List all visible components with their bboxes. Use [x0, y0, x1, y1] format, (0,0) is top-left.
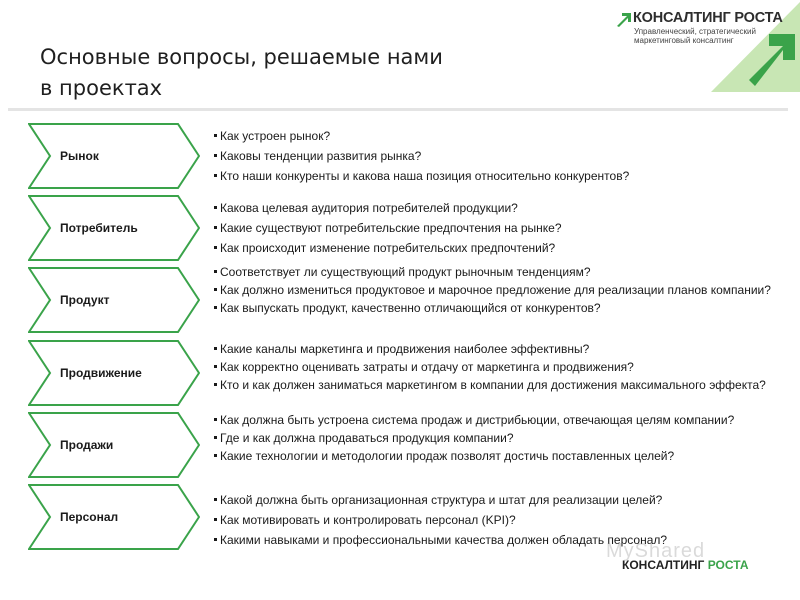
chevron-label: Персонал	[60, 510, 119, 524]
list-item: Как мотивировать и контролировать персонал (KPI)?	[214, 513, 774, 527]
list-item: Как должна быть устроена система продаж и дистрибьюции, отвечающая целям компании?	[214, 413, 774, 427]
chevron-step	[28, 195, 200, 261]
page-title	[40, 42, 560, 104]
list-item: Как корректно оценивать затраты и отдачу от маркетинга и продвижения?	[214, 360, 774, 374]
chevron-step	[28, 340, 200, 406]
question-list	[214, 201, 774, 255]
logo-subtitle-line-2: маркетинговый консалтинг	[634, 36, 734, 45]
question-list	[214, 342, 774, 392]
chevron-step	[28, 123, 200, 189]
footer-logo-word-1: КОНСАЛТИНГ	[622, 558, 705, 572]
question-list	[214, 265, 774, 315]
question-list	[214, 493, 774, 547]
watermark: MyShared	[606, 540, 706, 562]
chevron-step	[28, 484, 200, 550]
list-item: Кто наши конкуренты и какова наша позиция относительно конкурентов?	[214, 169, 774, 183]
chevron-label: Продвижение	[60, 366, 142, 380]
list-item: Как должно измениться продуктовое и марочное предложение для реализации планов компании?	[214, 283, 774, 297]
list-item: Какие технологии и методологии продаж позволят достичь поставленных целей?	[214, 449, 774, 463]
chevron-step	[28, 267, 200, 333]
list-item: Как выпускать продукт, качественно отличающийся от конкурентов?	[214, 301, 774, 315]
list-item: Какими навыками и профессиональными качества должен обладать персонал?	[214, 533, 774, 547]
title-divider	[8, 108, 788, 111]
list-item: Как устроен рынок?	[214, 129, 774, 143]
list-item: Какой должна быть организационная структура и штат для реализации целей?	[214, 493, 774, 507]
logo-subtitle-line-1: Управленческий, стратегический	[634, 27, 756, 36]
footer-logo-word-2: РОСТА	[707, 558, 749, 572]
chevron-label: Рынок	[60, 149, 99, 163]
list-item: Какие каналы маркетинга и продвижения наиболее эффективны?	[214, 342, 774, 356]
logo-arrow-icon	[616, 12, 632, 28]
list-item: Как происходит изменение потребительских предпочтений?	[214, 241, 774, 255]
chevron-label: Потребитель	[60, 221, 138, 235]
list-item: Какова целевая аудитория потребителей продукции?	[214, 201, 774, 215]
company-logo	[616, 10, 796, 90]
page-title-line-2: в проектах	[40, 76, 163, 100]
question-list	[214, 413, 774, 463]
list-item: Кто и как должен заниматься маркетингом в компании для достижения максимального эффекта?	[214, 378, 774, 392]
chevron-step	[28, 412, 200, 478]
list-item: Где и как должна продаваться продукция компании?	[214, 431, 774, 445]
page-title-line-1: Основные вопросы, решаемые нами	[40, 45, 443, 69]
question-list	[214, 129, 774, 183]
logo-name: КОНСАЛТИНГ РОСТА	[633, 10, 783, 26]
chevron-label: Продажи	[60, 438, 114, 452]
chevron-label: Продукт	[60, 293, 110, 307]
list-item: Каковы тенденции развития рынка?	[214, 149, 774, 163]
list-item: Соответствует ли существующий продукт рыночным тенденциям?	[214, 265, 774, 279]
list-item: Какие существуют потребительские предпочтения на рынке?	[214, 221, 774, 235]
footer-logo	[622, 558, 749, 572]
logo-subtitle	[634, 27, 756, 45]
